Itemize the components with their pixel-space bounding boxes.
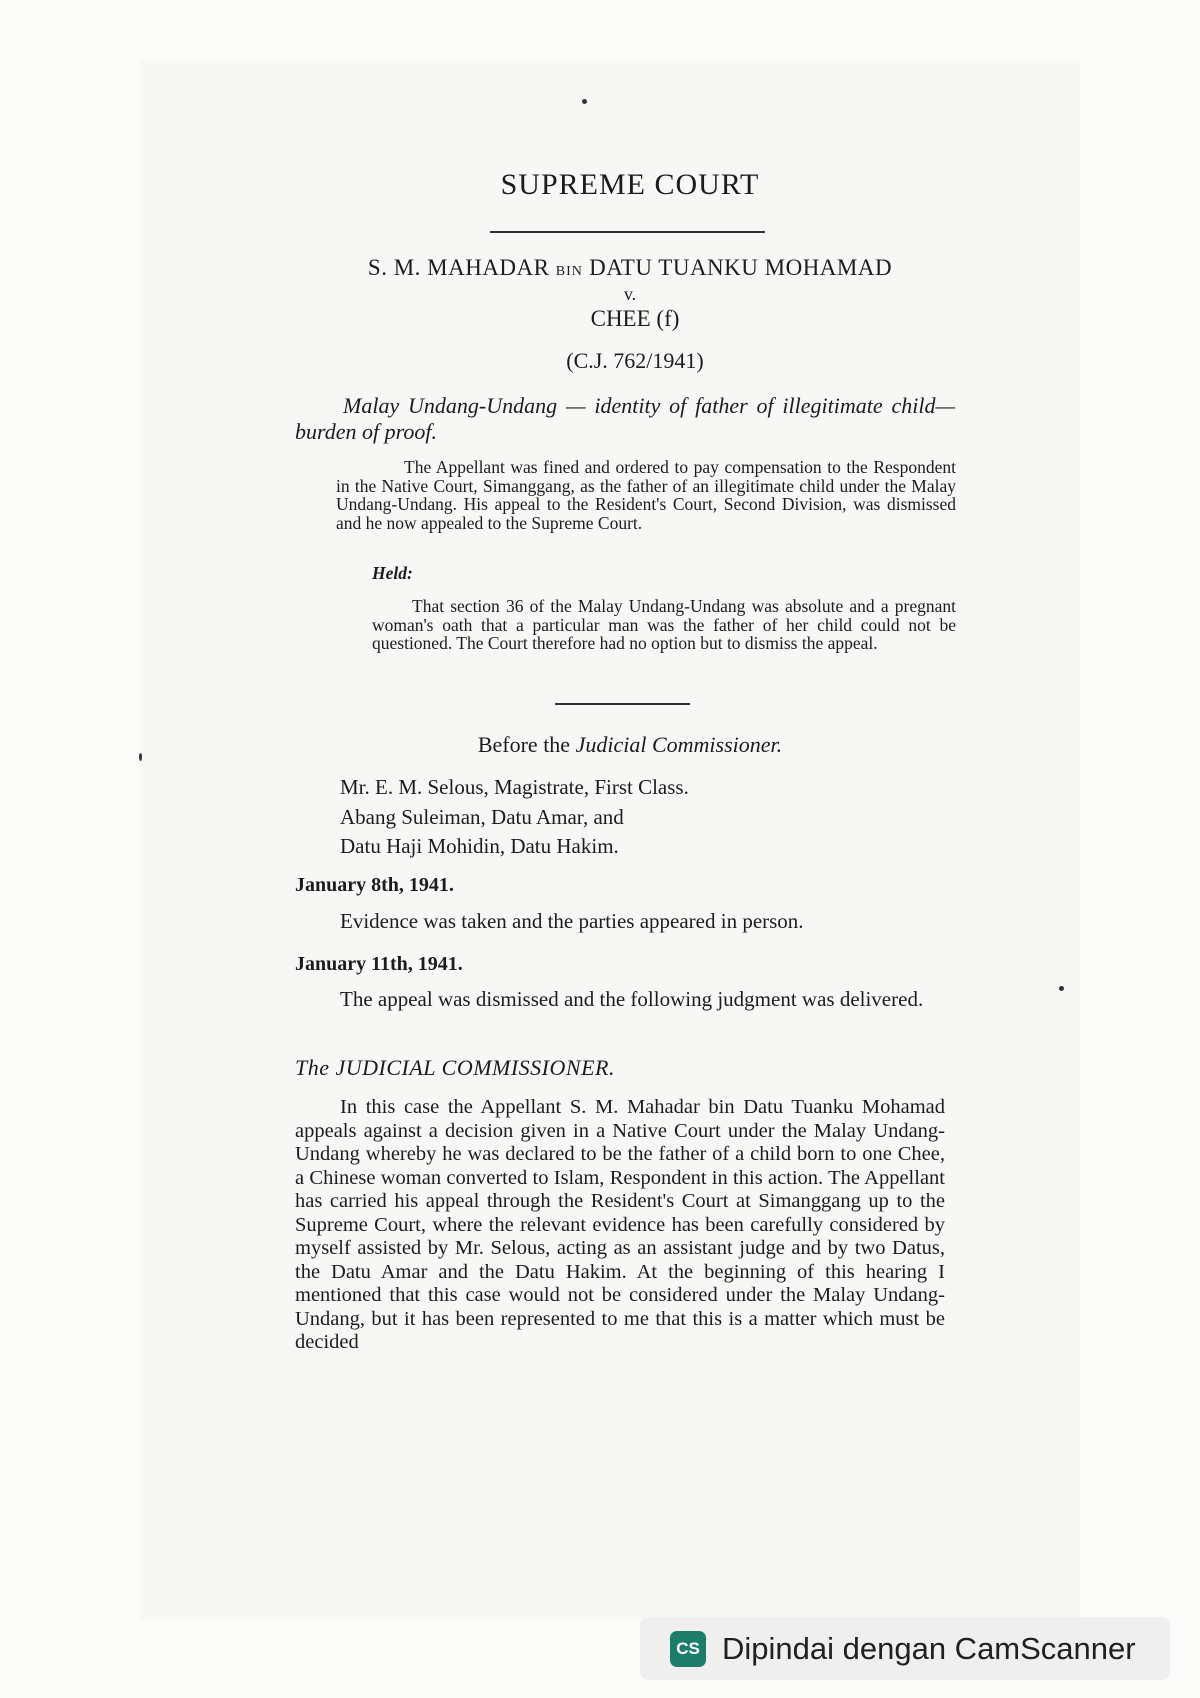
scan-speck <box>582 99 587 104</box>
held-label: Held: <box>372 563 413 583</box>
section-rule <box>555 703 690 705</box>
versus: v. <box>623 284 637 304</box>
scan-speck <box>139 753 142 761</box>
respondent-name: CHEE (f) <box>590 306 680 331</box>
court-title: SUPREME COURT <box>500 168 760 201</box>
bench-member: Abang Suleiman, Datu Amar, and <box>340 805 624 829</box>
bench-member: Mr. E. M. Selous, Magistrate, First Class. <box>340 775 689 799</box>
case-number: (C.J. 762/1941) <box>566 348 704 373</box>
case-parties <box>320 255 940 281</box>
camscanner-logo-icon: CS <box>670 1631 706 1667</box>
camscanner-badge <box>640 1617 1170 1680</box>
catchwords: Malay Undang-Undang — identity of father of illegitimate child—burden of proof. <box>295 393 955 444</box>
before-prefix: Before the <box>477 732 571 757</box>
headnote-facts: The Appellant was fined and ordered to pay compensation to the Respondent in the Native Court, Simanggang, as the father of an illegitimate child under the Malay Undang-Undang. His appeal to the Resident's Court, Second Division, was dismissed and he now appealed to the Supreme Court. <box>336 457 956 533</box>
camscanner-label: Dipindai dengan CamScanner <box>722 1630 1136 1666</box>
judgment-date: January 11th, 1941. <box>295 953 463 975</box>
appellant-name-rest: DATU TUANKU MOHAMAD <box>589 255 893 280</box>
hearing-date: January 8th, 1941. <box>295 874 454 896</box>
bin-word: BIN <box>555 264 583 279</box>
held-text: That section 36 of the Malay Undang-Undang was absolute and a pregnant woman's oath that a particular man was the father of her child could not be questioned. The Court therefore had no option but to dismiss the appeal. <box>372 596 956 653</box>
title-rule <box>490 231 765 233</box>
dismissal-paragraph: The appeal was dismissed and the following judgment was delivered. <box>340 987 924 1011</box>
appellant-name: S. M. MAHADAR <box>367 255 550 280</box>
judge-heading: The JUDICIAL COMMISSIONER. <box>295 1055 615 1080</box>
before-line <box>450 732 810 758</box>
scan-speck <box>1059 986 1064 991</box>
evidence-paragraph: Evidence was taken and the parties appeared in person. <box>340 909 804 933</box>
bench-member: Datu Haji Mohidin, Datu Hakim. <box>340 834 619 858</box>
before-title: Judicial Commissioner. <box>575 732 783 757</box>
judgment-text: In this case the Appellant S. M. Mahadar bin Datu Tuanku Mohamad appeals against a decision given in a Native Court under the Malay Undang-Undang whereby he was declared to be the father of a child born to one Chee, a Chinese woman converted to Islam, Respondent in this action. The Appellant has carried his appeal through the Resident's Court at Simanggang up to the Supreme Court, where the relevant evidence has been carefully considered by myself assisted by Mr. Selous, acting as an assistant judge and by two Datus, the Datu Amar and the Datu Hakim. At the beginning of this hearing I mentioned that this case would not be considered under the Malay Undang-Undang, but it has been represented to me that this is a matter which must be decided <box>295 1096 945 1353</box>
